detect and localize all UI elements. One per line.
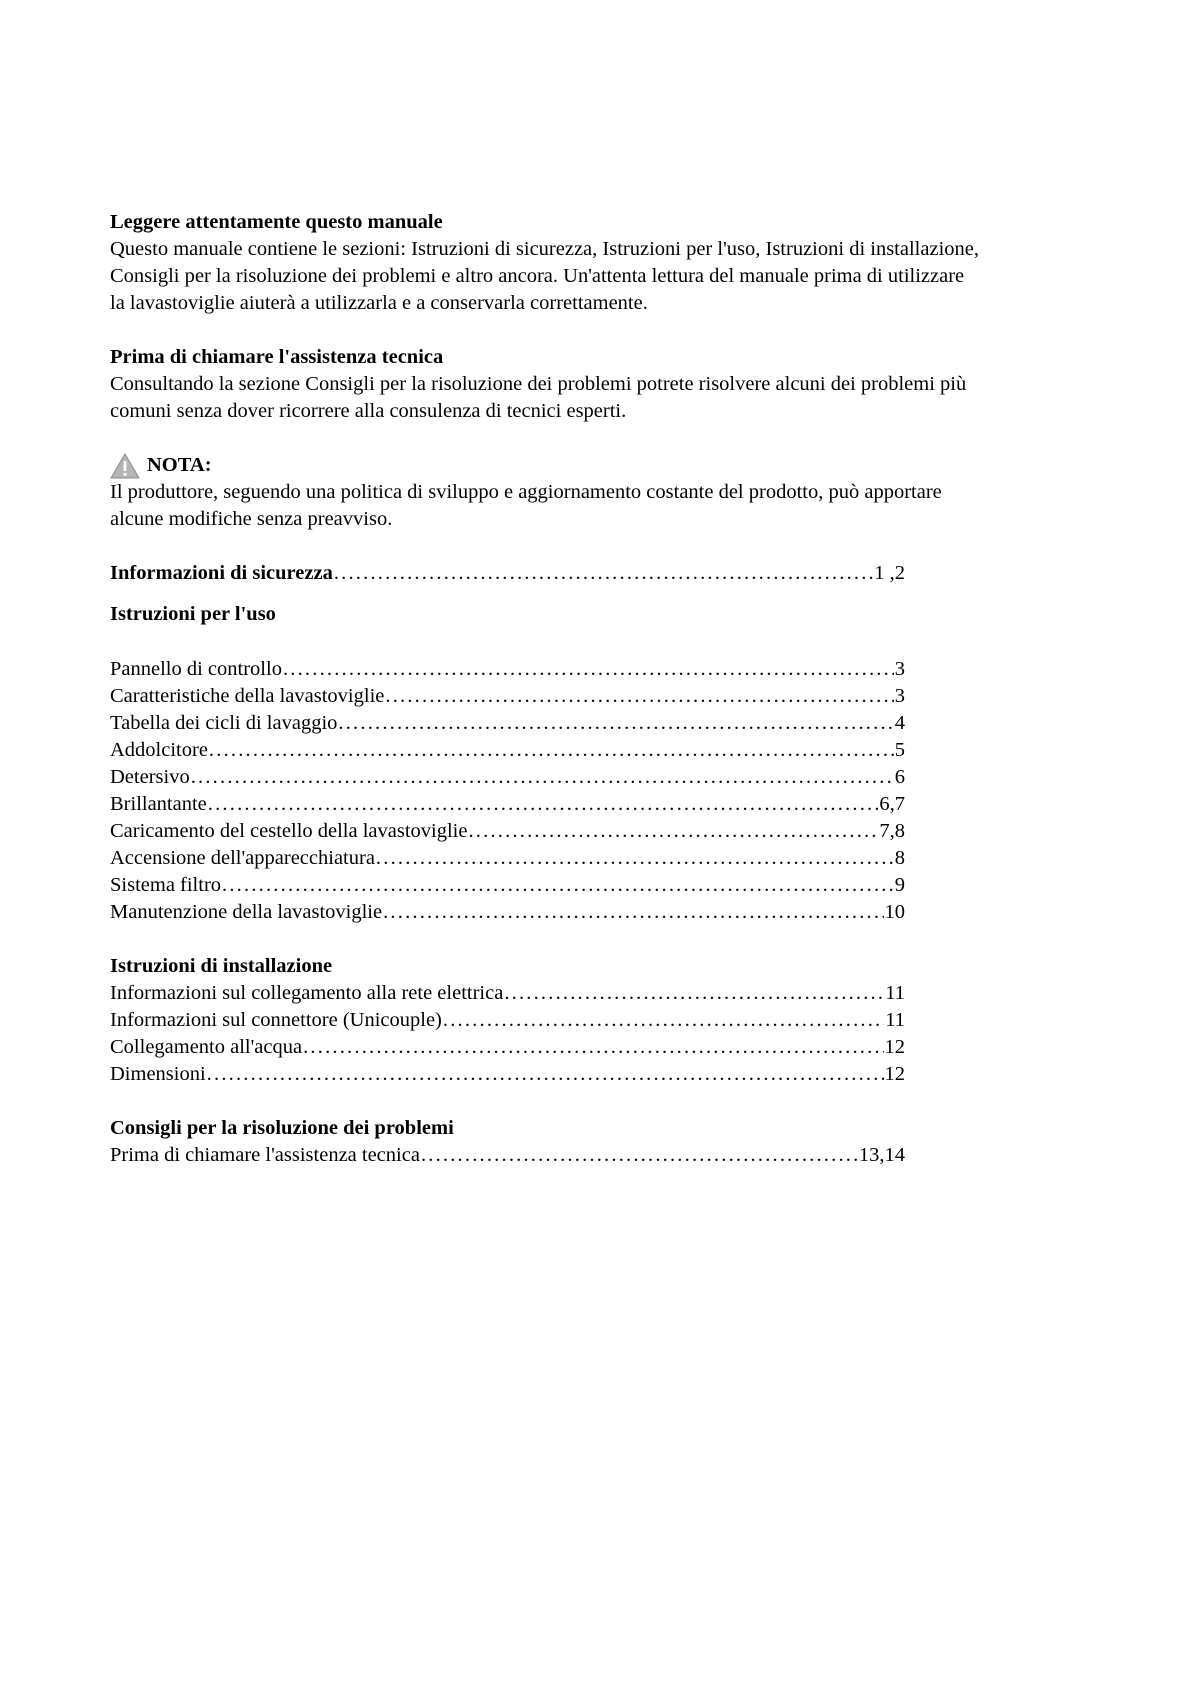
toc-entry-page: 12 bbox=[884, 1063, 905, 1085]
assistance-heading: Prima di chiamare l'assistenza tecnica bbox=[110, 346, 444, 368]
toc-entry-page: 5 bbox=[894, 739, 905, 761]
toc-entry-label: Dimensioni bbox=[110, 1063, 206, 1085]
intro-line: la lavastoviglie aiuterà a utilizzarla e a conservarla correttamente. bbox=[110, 292, 648, 314]
toc-entry[interactable] bbox=[110, 791, 905, 818]
dot-leader bbox=[376, 845, 894, 872]
assistance-line: Consultando la sezione Consigli per la risoluzione dei problemi potrete risolvere alcuni dei problemi più bbox=[110, 373, 967, 395]
toc-entry[interactable] bbox=[110, 1007, 905, 1034]
toc-entry-label: Accensione dell'apparecchiatura bbox=[110, 847, 375, 869]
assistance-line: comuni senza dover ricorrere alla consulenza di tecnici esperti. bbox=[110, 400, 627, 422]
toc-entry[interactable] bbox=[110, 683, 905, 710]
dot-leader bbox=[283, 656, 894, 683]
toc-entry-label: Caricamento del cestello della lavastoviglie bbox=[110, 820, 468, 842]
dot-leader bbox=[303, 1034, 883, 1061]
toc-entry-page: 7,8 bbox=[879, 820, 905, 842]
toc-entry-label: Tabella dei cicli di lavaggio bbox=[110, 712, 338, 734]
intro-line: Consigli per la risoluzione dei problemi e altro ancora. Un'attenta lettura del manuale prima di utilizzare bbox=[110, 265, 965, 287]
toc-heading-installation: Istruzioni di installazione bbox=[110, 955, 333, 977]
note-line: alcune modifiche senza preavviso. bbox=[110, 508, 393, 530]
toc-entry[interactable] bbox=[110, 764, 905, 791]
toc-heading-usage: Istruzioni per l'uso bbox=[110, 603, 276, 625]
dot-leader bbox=[334, 560, 873, 587]
dot-leader bbox=[191, 764, 894, 791]
warning-triangle-icon bbox=[110, 453, 140, 479]
dot-leader bbox=[443, 1007, 884, 1034]
toc-entry-label: Pannello di controllo bbox=[110, 658, 282, 680]
note-line: Il produttore, seguendo una politica di sviluppo e aggiornamento costante del prodotto, può apportare bbox=[110, 481, 942, 503]
toc-entry[interactable] bbox=[110, 710, 905, 737]
note-section bbox=[110, 452, 1110, 533]
dot-leader bbox=[383, 899, 883, 926]
dot-leader bbox=[468, 818, 878, 845]
toc-entry-label: Brillantante bbox=[110, 793, 207, 815]
toc-entry-page: 6,7 bbox=[879, 793, 905, 815]
toc-heading-troubleshooting: Consigli per la risoluzione dei problemi bbox=[110, 1117, 454, 1139]
dot-leader bbox=[208, 791, 879, 818]
toc-entry[interactable] bbox=[110, 1142, 905, 1169]
intro-line: Questo manuale contiene le sezioni: Istruzioni di sicurezza, Istruzioni per l'uso, Istruzioni di installazione, bbox=[110, 238, 979, 260]
toc-entry[interactable] bbox=[110, 737, 905, 764]
dot-leader bbox=[421, 1142, 858, 1169]
toc-entry-page: 11 bbox=[885, 982, 905, 1004]
dot-leader bbox=[207, 1061, 884, 1088]
toc-entry-page: 3 bbox=[894, 658, 905, 680]
note-heading: NOTA: bbox=[147, 454, 212, 476]
intro-section bbox=[110, 209, 1110, 317]
toc-entry[interactable] bbox=[110, 845, 905, 872]
toc-entry[interactable] bbox=[110, 872, 905, 899]
dot-leader bbox=[222, 872, 894, 899]
dot-leader bbox=[338, 710, 893, 737]
toc-entry[interactable] bbox=[110, 1061, 905, 1088]
toc-entry-label: Collegamento all'acqua bbox=[110, 1036, 303, 1058]
dot-leader bbox=[385, 683, 893, 710]
toc-entry-page: 3 bbox=[894, 685, 905, 707]
toc-entry[interactable] bbox=[110, 656, 905, 683]
toc-entry-page: 9 bbox=[894, 874, 905, 896]
toc-entry-label: Detersivo bbox=[110, 766, 190, 788]
toc-entry-page: 13,14 bbox=[858, 1144, 905, 1166]
toc-entry-page: 6 bbox=[894, 766, 905, 788]
table-of-contents bbox=[110, 560, 905, 1169]
assistance-section bbox=[110, 344, 1110, 425]
toc-entry[interactable] bbox=[110, 899, 905, 926]
toc-entry-page: 4 bbox=[894, 712, 905, 734]
toc-entry-page: 8 bbox=[894, 847, 905, 869]
toc-entry-page: 11 bbox=[885, 1009, 905, 1031]
toc-entry-label: Informazioni sul connettore (Unicouple) bbox=[110, 1009, 442, 1031]
toc-entry-label: Caratteristiche della lavastoviglie bbox=[110, 685, 385, 707]
toc-entry[interactable] bbox=[110, 1034, 905, 1061]
toc-entry-label: Informazioni di sicurezza bbox=[110, 562, 333, 584]
toc-entry-label: Addolcitore bbox=[110, 739, 208, 761]
dot-leader bbox=[504, 980, 884, 1007]
manual-page bbox=[110, 209, 1110, 1169]
toc-entry-label: Prima di chiamare l'assistenza tecnica bbox=[110, 1144, 420, 1166]
intro-heading: Leggere attentamente questo manuale bbox=[110, 211, 443, 233]
dot-leader bbox=[209, 737, 894, 764]
toc-entry[interactable] bbox=[110, 818, 905, 845]
toc-entry-label: Manutenzione della lavastoviglie bbox=[110, 901, 383, 923]
toc-entry-label: Informazioni sul collegamento alla rete elettrica bbox=[110, 982, 504, 1004]
toc-entry-page: 12 bbox=[884, 1036, 905, 1058]
toc-entry-safety[interactable] bbox=[110, 560, 905, 587]
toc-entry-page: 10 bbox=[884, 901, 905, 923]
toc-entry-label: Sistema filtro bbox=[110, 874, 222, 896]
toc-entry[interactable] bbox=[110, 980, 905, 1007]
note-header bbox=[110, 452, 1110, 479]
toc-entry-page: 1 ,2 bbox=[874, 562, 905, 584]
